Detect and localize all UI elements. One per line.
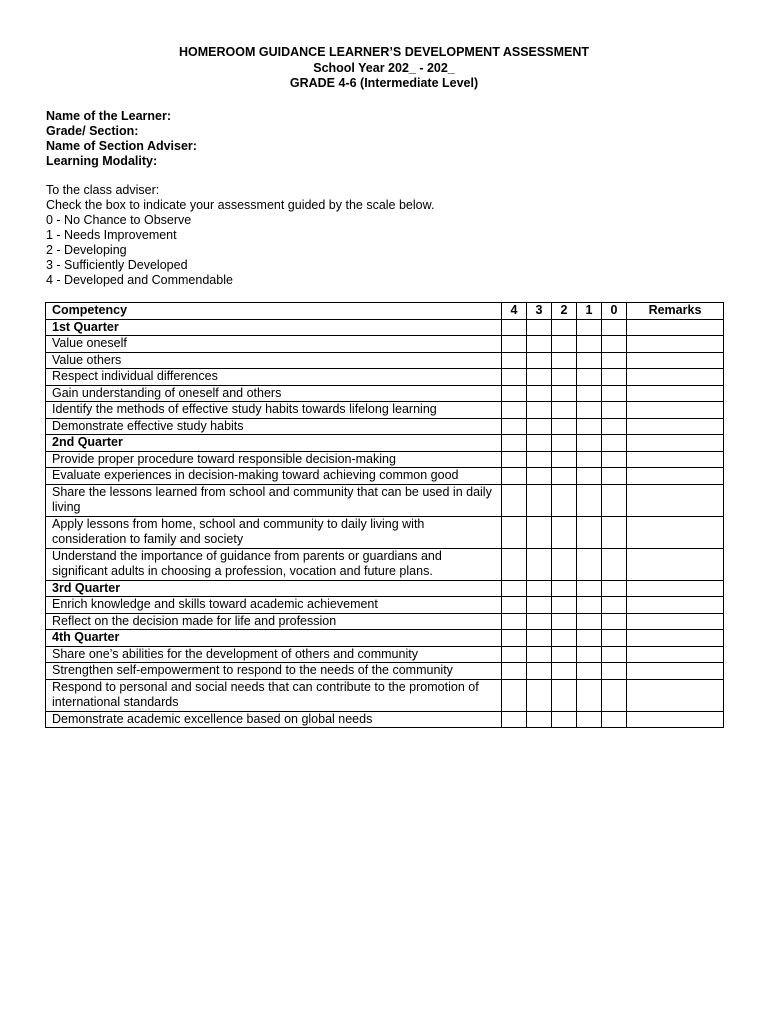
score-box-2[interactable]	[552, 548, 577, 580]
score-box-3[interactable]	[527, 451, 552, 468]
score-cell	[527, 435, 552, 452]
competency-text: Reflect on the decision made for life and profession	[46, 613, 502, 630]
score-cell	[577, 319, 602, 336]
score-box-1[interactable]	[577, 418, 602, 435]
competency-row	[46, 679, 724, 711]
remarks-field[interactable]	[627, 548, 724, 580]
competency-text: Identify the methods of effective study habits towards lifelong learning	[46, 402, 502, 419]
score-0-header: 0	[602, 303, 627, 320]
score-box-2[interactable]	[552, 516, 577, 548]
score-box-3[interactable]	[527, 352, 552, 369]
competency-header: Competency	[46, 303, 502, 320]
competency-row	[46, 663, 724, 680]
competency-text: Share the lessons learned from school and community that can be used in daily living	[46, 484, 502, 516]
remarks-field[interactable]	[627, 468, 724, 485]
score-box-1[interactable]	[577, 402, 602, 419]
score-box-1[interactable]	[577, 679, 602, 711]
score-box-4[interactable]	[502, 679, 527, 711]
remarks-cell	[627, 435, 724, 452]
score-box-2[interactable]	[552, 385, 577, 402]
learner-info-fields	[46, 109, 197, 169]
score-cell	[577, 435, 602, 452]
score-box-0[interactable]	[602, 484, 627, 516]
score-box-4[interactable]	[502, 402, 527, 419]
score-box-0[interactable]	[602, 663, 627, 680]
competency-text: Strengthen self-empowerment to respond to the needs of the community	[46, 663, 502, 680]
adviser-name-label: Name of Section Adviser:	[46, 139, 197, 153]
scale-item: 2 - Developing	[46, 243, 127, 257]
score-cell	[577, 630, 602, 647]
score-box-2[interactable]	[552, 336, 577, 353]
score-box-0[interactable]	[602, 597, 627, 614]
remarks-field[interactable]	[627, 451, 724, 468]
competency-row	[46, 484, 724, 516]
quarter-row	[46, 630, 724, 647]
assessment-table	[45, 302, 724, 728]
score-box-4[interactable]	[502, 663, 527, 680]
table-header-row	[46, 303, 724, 320]
score-cell	[552, 630, 577, 647]
score-box-0[interactable]	[602, 711, 627, 728]
competency-text: Provide proper procedure toward responsible decision-making	[46, 451, 502, 468]
score-box-3[interactable]	[527, 597, 552, 614]
competency-row	[46, 451, 724, 468]
competency-row	[46, 402, 724, 419]
score-box-3[interactable]	[527, 385, 552, 402]
score-box-4[interactable]	[502, 369, 527, 386]
score-box-2[interactable]	[552, 711, 577, 728]
remarks-field[interactable]	[627, 711, 724, 728]
score-box-1[interactable]	[577, 369, 602, 386]
remarks-field[interactable]	[627, 484, 724, 516]
score-box-4[interactable]	[502, 597, 527, 614]
score-box-3[interactable]	[527, 679, 552, 711]
score-box-3[interactable]	[527, 336, 552, 353]
remarks-field[interactable]	[627, 679, 724, 711]
quarter-row	[46, 580, 724, 597]
scale-item: 1 - Needs Improvement	[46, 228, 177, 242]
remarks-field[interactable]	[627, 418, 724, 435]
remarks-cell	[627, 580, 724, 597]
score-box-2[interactable]	[552, 679, 577, 711]
score-box-3[interactable]	[527, 613, 552, 630]
remarks-header: Remarks	[627, 303, 724, 320]
competency-text: Gain understanding of oneself and others	[46, 385, 502, 402]
score-box-2[interactable]	[552, 418, 577, 435]
score-box-0[interactable]	[602, 385, 627, 402]
score-cell	[602, 630, 627, 647]
score-cell	[527, 630, 552, 647]
score-box-3[interactable]	[527, 418, 552, 435]
score-box-0[interactable]	[602, 613, 627, 630]
remarks-field[interactable]	[627, 613, 724, 630]
score-box-4[interactable]	[502, 451, 527, 468]
score-box-1[interactable]	[577, 597, 602, 614]
grade-section-label: Grade/ Section:	[46, 124, 139, 138]
score-cell	[527, 319, 552, 336]
remarks-field[interactable]	[627, 369, 724, 386]
competency-text: Demonstrate academic excellence based on global needs	[46, 711, 502, 728]
score-box-1[interactable]	[577, 385, 602, 402]
score-box-1[interactable]	[577, 711, 602, 728]
competency-text: Enrich knowledge and skills toward academic achievement	[46, 597, 502, 614]
score-cell	[502, 435, 527, 452]
remarks-cell	[627, 319, 724, 336]
score-box-3[interactable]	[527, 663, 552, 680]
score-box-1[interactable]	[577, 516, 602, 548]
quarter-label: 3rd Quarter	[46, 580, 502, 597]
competency-text: Understand the importance of guidance from parents or guardians and significant adults in choosing a profession, vocation and future plans.	[46, 548, 502, 580]
score-box-0[interactable]	[602, 679, 627, 711]
score-box-2[interactable]	[552, 402, 577, 419]
remarks-field[interactable]	[627, 385, 724, 402]
score-box-0[interactable]	[602, 646, 627, 663]
score-box-2[interactable]	[552, 468, 577, 485]
score-box-4[interactable]	[502, 613, 527, 630]
scale-item: 0 - No Chance to Observe	[46, 213, 192, 227]
score-box-4[interactable]	[502, 484, 527, 516]
score-cell	[602, 580, 627, 597]
score-cell	[602, 435, 627, 452]
score-box-1[interactable]	[577, 352, 602, 369]
score-box-4[interactable]	[502, 385, 527, 402]
score-box-3[interactable]	[527, 402, 552, 419]
score-box-4[interactable]	[502, 711, 527, 728]
score-box-2[interactable]	[552, 613, 577, 630]
remarks-field[interactable]	[627, 516, 724, 548]
document-title: HOMEROOM GUIDANCE LEARNER’S DEVELOPMENT ASSESSMENT	[179, 45, 589, 59]
score-box-4[interactable]	[502, 336, 527, 353]
score-box-2[interactable]	[552, 597, 577, 614]
remarks-field[interactable]	[627, 336, 724, 353]
score-box-0[interactable]	[602, 516, 627, 548]
score-box-0[interactable]	[602, 418, 627, 435]
score-cell	[552, 319, 577, 336]
score-1-header: 1	[577, 303, 602, 320]
competency-text: Apply lessons from home, school and community to daily living with consideration to family and society	[46, 516, 502, 548]
score-box-4[interactable]	[502, 646, 527, 663]
score-box-1[interactable]	[577, 451, 602, 468]
score-box-2[interactable]	[552, 451, 577, 468]
competency-text: Respond to personal and social needs that can contribute to the promotion of international standards	[46, 679, 502, 711]
score-box-2[interactable]	[552, 663, 577, 680]
score-box-0[interactable]	[602, 548, 627, 580]
score-cell	[502, 580, 527, 597]
score-cell	[577, 580, 602, 597]
remarks-field[interactable]	[627, 646, 724, 663]
quarter-label: 4th Quarter	[46, 630, 502, 647]
score-box-0[interactable]	[602, 451, 627, 468]
competency-row	[46, 711, 724, 728]
score-box-1[interactable]	[577, 613, 602, 630]
score-cell	[502, 630, 527, 647]
score-box-1[interactable]	[577, 548, 602, 580]
quarter-label: 1st Quarter	[46, 319, 502, 336]
scale-item: 4 - Developed and Commendable	[46, 273, 233, 287]
competency-text: Demonstrate effective study habits	[46, 418, 502, 435]
score-box-3[interactable]	[527, 646, 552, 663]
instructions-text: Check the box to indicate your assessment guided by the scale below.	[46, 198, 435, 212]
competency-row	[46, 468, 724, 485]
quarter-row	[46, 319, 724, 336]
score-cell	[602, 319, 627, 336]
school-year: School Year 202_ - 202_	[313, 60, 455, 75]
score-box-3[interactable]	[527, 548, 552, 580]
remarks-field[interactable]	[627, 663, 724, 680]
competency-text: Value others	[46, 352, 502, 369]
competency-text: Respect individual differences	[46, 369, 502, 386]
score-box-0[interactable]	[602, 369, 627, 386]
instructions-recipient: To the class adviser:	[46, 183, 160, 197]
score-box-3[interactable]	[527, 369, 552, 386]
score-box-1[interactable]	[577, 663, 602, 680]
quarter-label: 2nd Quarter	[46, 435, 502, 452]
score-box-1[interactable]	[577, 484, 602, 516]
score-cell	[552, 435, 577, 452]
learner-name-label: Name of the Learner:	[46, 109, 172, 123]
score-3-header: 3	[527, 303, 552, 320]
score-box-3[interactable]	[527, 484, 552, 516]
score-box-1[interactable]	[577, 646, 602, 663]
instructions	[46, 183, 434, 288]
competency-row	[46, 336, 724, 353]
competency-row	[46, 516, 724, 548]
remarks-field[interactable]	[627, 352, 724, 369]
competency-row	[46, 613, 724, 630]
score-box-4[interactable]	[502, 352, 527, 369]
competency-row	[46, 597, 724, 614]
scale-item: 3 - Sufficiently Developed	[46, 258, 188, 272]
competency-text: Evaluate experiences in decision-making toward achieving common good	[46, 468, 502, 485]
grade-level: GRADE 4-6 (Intermediate Level)	[289, 76, 479, 90]
score-cell	[527, 580, 552, 597]
remarks-field[interactable]	[627, 597, 724, 614]
competency-row	[46, 352, 724, 369]
score-box-0[interactable]	[602, 468, 627, 485]
score-box-2[interactable]	[552, 484, 577, 516]
score-box-4[interactable]	[502, 548, 527, 580]
competency-text: Share one’s abilities for the development of others and community	[46, 646, 502, 663]
score-box-3[interactable]	[527, 468, 552, 485]
document-header	[0, 45, 768, 92]
score-box-2[interactable]	[552, 646, 577, 663]
score-box-1[interactable]	[577, 336, 602, 353]
score-box-2[interactable]	[552, 369, 577, 386]
score-box-3[interactable]	[527, 516, 552, 548]
score-cell	[552, 580, 577, 597]
score-box-2[interactable]	[552, 352, 577, 369]
score-box-3[interactable]	[527, 711, 552, 728]
remarks-cell	[627, 630, 724, 647]
score-box-4[interactable]	[502, 468, 527, 485]
learning-modality-label: Learning Modality:	[46, 154, 158, 168]
remarks-field[interactable]	[627, 402, 724, 419]
score-box-0[interactable]	[602, 352, 627, 369]
score-4-header: 4	[502, 303, 527, 320]
competency-row	[46, 369, 724, 386]
score-box-4[interactable]	[502, 516, 527, 548]
competency-row	[46, 646, 724, 663]
competency-text: Value oneself	[46, 336, 502, 353]
score-box-0[interactable]	[602, 402, 627, 419]
competency-row	[46, 418, 724, 435]
score-2-header: 2	[552, 303, 577, 320]
score-box-0[interactable]	[602, 336, 627, 353]
quarter-row	[46, 435, 724, 452]
score-box-4[interactable]	[502, 418, 527, 435]
score-cell	[502, 319, 527, 336]
competency-row	[46, 548, 724, 580]
competency-row	[46, 385, 724, 402]
score-box-1[interactable]	[577, 468, 602, 485]
